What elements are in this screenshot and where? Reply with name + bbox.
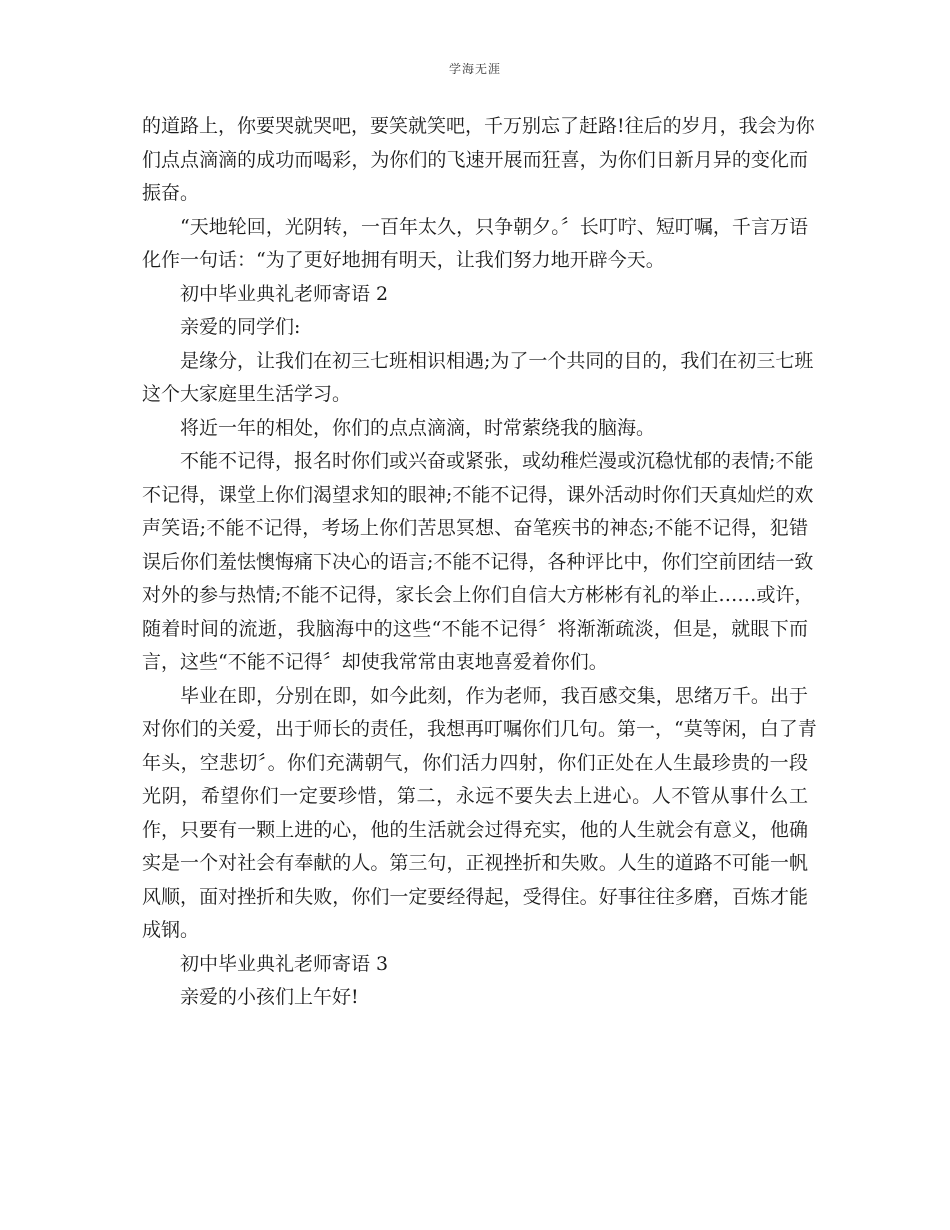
text-line: 不记得，课堂上你们渴望求知的眼神;不能不记得，课外活动时你们天真灿烂的欢 [142,483,814,506]
text-line: 们点点滴滴的成功而喝彩，为你们的飞速开展而狂喜，为你们日新月异的变化而 [142,148,808,171]
text-line: 声笑语;不能不记得，考场上你们苦思冥想、奋笔疾书的神态;不能不记得，犯错 [142,517,808,539]
text-line: 实是一个对社会有奉献的人。第三句，正视挫折和失败。人生的道路不可能一帆 [142,852,808,874]
section-heading: 初中毕业典礼老师寄语 2 [180,282,389,305]
text-line: 化作一句话：“为了更好地拥有明天，让我们努力地开辟今天。 [142,249,665,271]
page-header: 学海无涯 [448,62,501,76]
text-line: 对外的参与热情;不能不记得，家长会上你们自信大方彬彬有礼的举止……或许， [142,584,814,606]
text-line: 不能不记得，报名时你们或兴奋或紧张，或幼稚烂漫或沉稳忧郁的表情;不能 [180,450,814,472]
salutation: 亲爱的小孩们上午好! [180,986,359,1008]
text-line: 的道路上，你要哭就哭吧，要笑就笑吧，千万别忘了赶路!往后的岁月，我会为你 [142,115,815,137]
text-line: 风顺，面对挫折和失败，你们一定要经得起，受得住。好事往往多磨，百炼才能 [142,885,808,908]
text-line: 振奋。 [142,182,200,204]
document-body [142,110,817,1015]
text-line: 作，只要有一颗上进的心，他的生活就会过得充实，他的人生就会有意义，他确 [142,818,808,841]
text-line: 是缘分，让我们在初三七班相识相遇;为了一个共同的目的，我们在初三七班 [180,349,814,372]
text-line: 误后你们羞怯懊悔痛下决心的语言;不能不记得，各种评比中，你们空前团结一致 [142,550,814,573]
text-line: 成钢。 [142,919,200,941]
text-line: 年头，空悲切〞。你们充满朝气，你们活力四射，你们正处在人生最珍贵的一段 [142,751,808,774]
text-line: “天地轮回，光阴转，一百年太久，只争朝夕。〞长叮咛、短叮嘱，千言万语 [180,215,808,238]
salutation: 亲爱的同学们: [180,316,301,338]
text-line: 毕业在即，分别在即，如今此刻，作为老师，我百感交集，思绪万千。出于 [180,684,808,707]
text-line: 言，这些“不能不记得〞却使我常常由衷地喜爱着你们。 [142,651,608,673]
text-line: 对你们的关爱，出于师长的责任，我想再叮嘱你们几句。第一，“莫等闲，白了青 [142,718,817,740]
text-line: 这个大家庭里生活学习。 [142,383,352,405]
text-line: 光阴，希望你们一定要珍惜，第二，永远不要失去上进心。人不管从事什么工 [142,785,808,807]
section-heading: 初中毕业典礼老师寄语 3 [180,952,389,975]
text-line: 将近一年的相处，你们的点点滴滴，时常萦绕我的脑海。 [180,416,656,439]
text-line: 随着时间的流逝，我脑海中的这些“不能不记得〞将渐渐疏淡，但是，就眼下而 [142,617,808,640]
